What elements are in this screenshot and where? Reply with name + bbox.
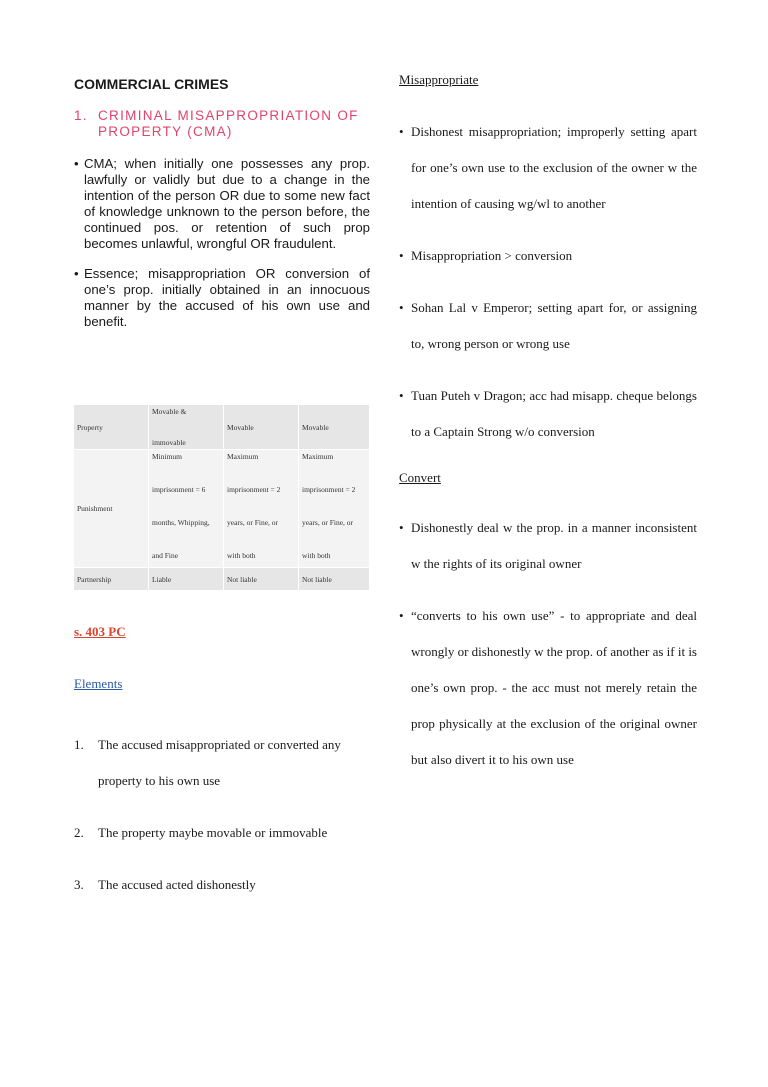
table-cell: Not liable — [299, 568, 370, 591]
statute-reference: s. 403 PC — [74, 624, 126, 639]
table-cell — [149, 405, 224, 450]
list-item — [74, 727, 370, 763]
list-item — [74, 815, 370, 851]
comparison-table — [74, 405, 370, 591]
section-number: 1. — [74, 108, 88, 123]
item-number: 2. — [74, 825, 84, 840]
table-cell: Movable — [224, 405, 299, 450]
definition-list — [74, 156, 370, 330]
misappropriate-list — [399, 114, 697, 450]
cell-line: Maximum — [227, 452, 259, 461]
cell-line: Maximum — [302, 452, 334, 461]
left-column — [74, 72, 370, 344]
elements-list — [74, 727, 370, 903]
table-cell: Not liable — [224, 568, 299, 591]
list-item: • CMA; when initially one possesses any prop. lawfully or validly but due to a change in the intention of the person OR due to some new fact of knowledge unknown to the person before, the continued pos. or retention of such prop becomes unlawful, wrongful OR fraudulent. — [74, 156, 370, 252]
list-item: • “converts to his own use” - to appropriate and deal wrongly or dishonestly w the prop. of another as if it is one’s own prop. - the acc must not merely retain the prop physically at the exclusion of the original owner but also divert it to his own use — [399, 598, 697, 778]
table-cell: Property — [74, 405, 149, 450]
cell-line: Movable & — [152, 407, 187, 416]
table-row — [74, 450, 370, 568]
table-row — [74, 405, 370, 450]
convert-list — [399, 510, 697, 778]
right-column — [399, 72, 697, 778]
list-item: • Sohan Lal v Emperor; setting apart for, or assigning to, wrong person or wrong use — [399, 290, 697, 362]
misappropriate-heading: Misappropriate — [399, 72, 479, 87]
list-item — [74, 867, 370, 903]
item-text: The property maybe movable or immovable — [98, 825, 328, 840]
list-item: • Essence; misappropriation OR conversion of one’s prop. initially obtained in an innocuous manner by the accused of his own use and benefit. — [74, 266, 370, 330]
convert-heading: Convert — [399, 470, 441, 485]
table-cell — [224, 450, 299, 568]
item-text: The accused misappropriated or converted any — [98, 737, 341, 752]
cell-line: months, Whipping, — [152, 518, 210, 527]
table-cell: Partnership — [74, 568, 149, 591]
cell-line: immovable — [152, 438, 186, 447]
section-heading — [74, 108, 370, 140]
elements-heading: Elements — [74, 676, 123, 691]
table-cell — [149, 450, 224, 568]
table-cell: Punishment — [74, 450, 149, 568]
item-number: 1. — [74, 737, 84, 752]
cell-line: years, or Fine, or — [227, 518, 279, 527]
cell-line: with both — [302, 551, 331, 560]
cell-line: imprisonment = 6 — [152, 485, 206, 494]
cell-line: years, or Fine, or — [302, 518, 354, 527]
list-item-continuation — [74, 763, 370, 799]
table-cell: Liable — [149, 568, 224, 591]
table-cell — [299, 450, 370, 568]
table-row — [74, 568, 370, 591]
cell-line: with both — [227, 551, 256, 560]
item-number: 3. — [74, 877, 84, 892]
cell-line: Minimum — [152, 452, 183, 461]
list-item: • Misappropriation > conversion — [399, 238, 697, 274]
list-item: • Dishonest misappropriation; improperly setting apart for one’s own use to the exclusion of the owner w the intention of causing wg/wl to another — [399, 114, 697, 222]
list-item: • Dishonestly deal w the prop. in a manner inconsistent w the rights of its original owner — [399, 510, 697, 582]
item-text: The accused acted dishonestly — [98, 877, 256, 892]
item-text: property to his own use — [98, 773, 221, 788]
document-title: COMMERCIAL CRIMES — [74, 76, 229, 92]
cell-line: and Fine — [152, 551, 179, 560]
list-item: • Tuan Puteh v Dragon; acc had misapp. cheque belongs to a Captain Strong w/o conversion — [399, 378, 697, 450]
section-title: CRIMINAL MISAPPROPRIATION OF PROPERTY (CMA) — [98, 108, 359, 139]
cell-line: imprisonment = 2 — [227, 485, 281, 494]
cell-line: imprisonment = 2 — [302, 485, 356, 494]
table-cell: Movable — [299, 405, 370, 450]
